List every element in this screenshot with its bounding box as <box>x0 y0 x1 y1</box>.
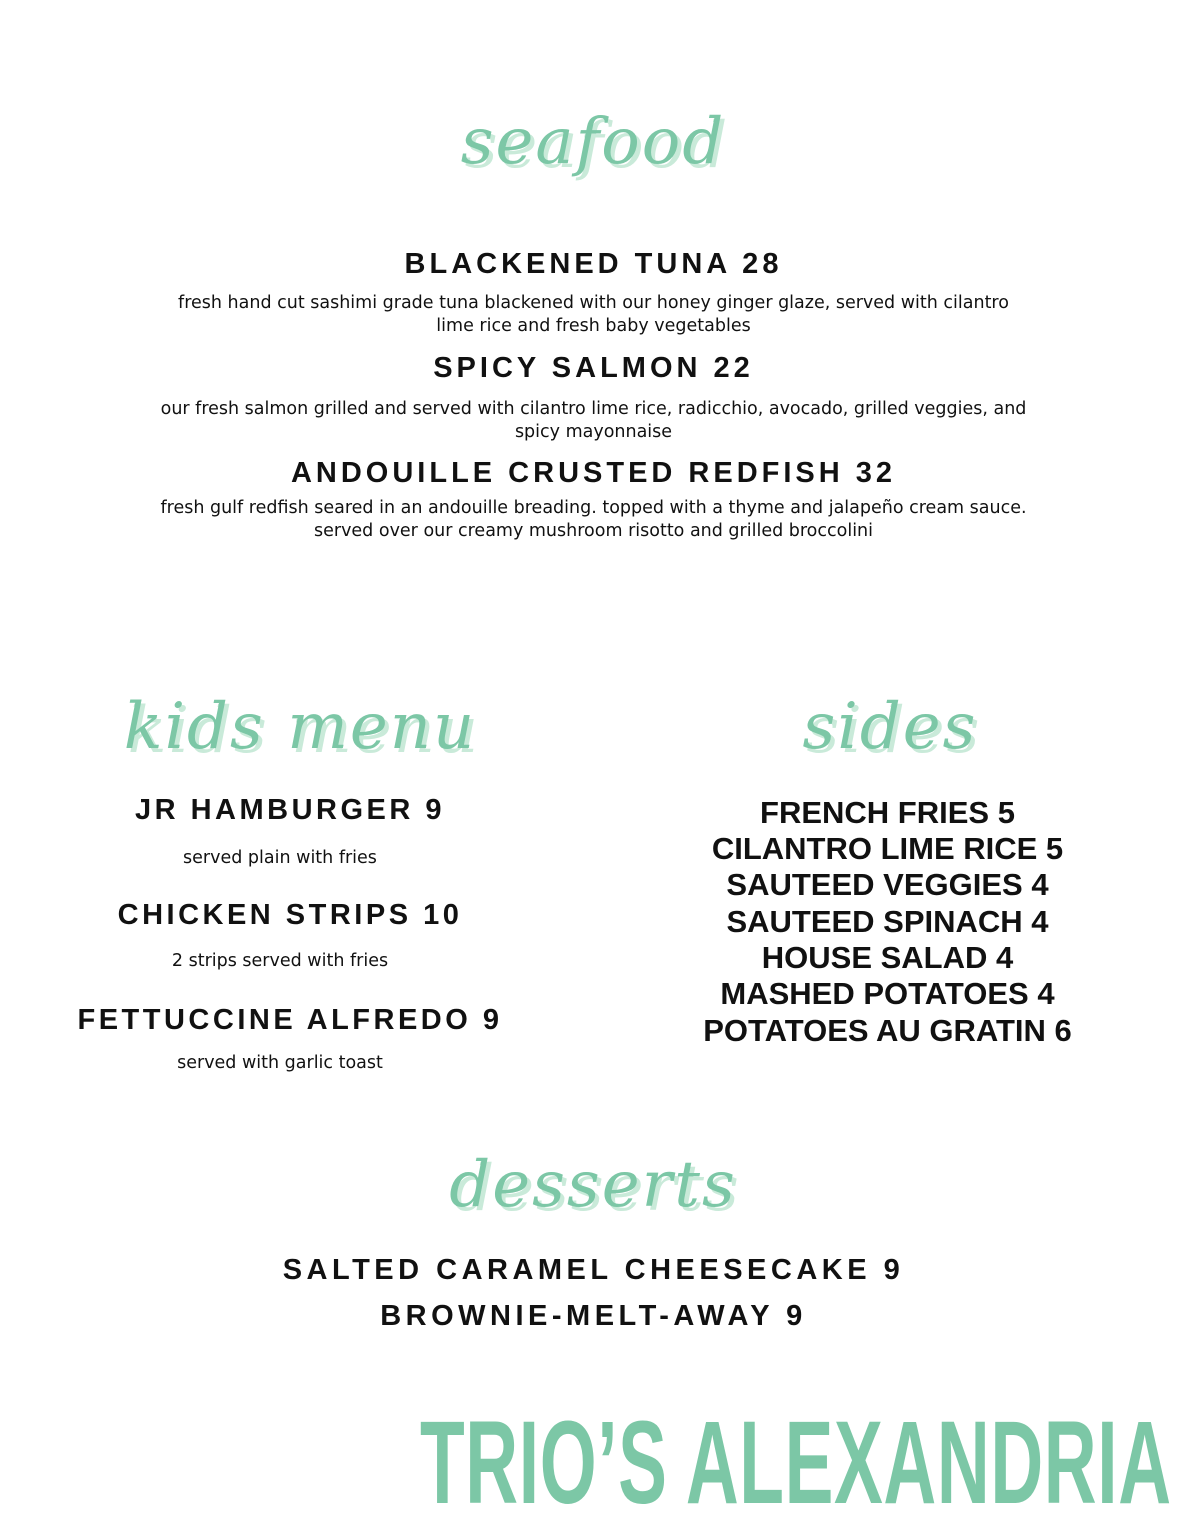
kids-item-title: JR HAMBURGER 9 <box>134 794 446 826</box>
seafood-item-title: BLACKENED TUNA 28 <box>404 248 783 280</box>
desserts-heading: desserts <box>449 1148 737 1222</box>
dessert-item: BROWNIE-MELT-AWAY 9 <box>380 1300 807 1332</box>
dessert-item: SALTED CARAMEL CHEESECAKE 9 <box>282 1254 905 1286</box>
kids-item-desc: served plain with fries <box>183 848 377 868</box>
side-item: SAUTEED SPINACH 4 <box>726 904 1049 939</box>
kids-menu-heading: kids menu <box>123 690 477 764</box>
seafood-item-desc: fresh hand cut sashimi grade tuna blackened with our honey ginger glaze, served with cilantro lime rice and fresh baby vegetables <box>178 293 1009 336</box>
restaurant-name: TRIO’S ALEXANDRIA <box>420 1397 1172 1529</box>
kids-item-desc: served with garlic toast <box>177 1053 383 1073</box>
side-item: FRENCH FRIES 5 <box>760 795 1015 830</box>
side-item: POTATOES AU GRATIN 6 <box>703 1013 1072 1048</box>
seafood-item-title: ANDOUILLE CRUSTED REDFISH 32 <box>290 457 897 489</box>
side-item: CILANTRO LIME RICE 5 <box>711 831 1064 866</box>
kids-item-title: CHICKEN STRIPS 10 <box>117 899 463 931</box>
kids-item-desc: 2 strips served with fries <box>171 951 389 971</box>
side-item: MASHED POTATOES 4 <box>720 976 1055 1011</box>
seafood-item-desc: our fresh salmon grilled and served with cilantro lime rice, radicchio, avocado, grilled veggies, and spicy mayonnaise <box>160 399 1027 442</box>
sides-heading: sides <box>802 690 978 764</box>
seafood-item-title: SPICY SALMON 22 <box>433 352 754 384</box>
kids-item-title: FETTUCCINE ALFREDO 9 <box>77 1004 503 1036</box>
side-item: SAUTEED VEGGIES 4 <box>726 867 1049 902</box>
side-item: HOUSE SALAD 4 <box>761 940 1014 975</box>
seafood-heading: seafood <box>460 105 726 179</box>
seafood-item-desc: fresh gulf redfish seared in an andouille breading. topped with a thyme and jalapeño cream sauce. served over our creamy mushroom risotto and grilled broccolini <box>160 498 1027 541</box>
